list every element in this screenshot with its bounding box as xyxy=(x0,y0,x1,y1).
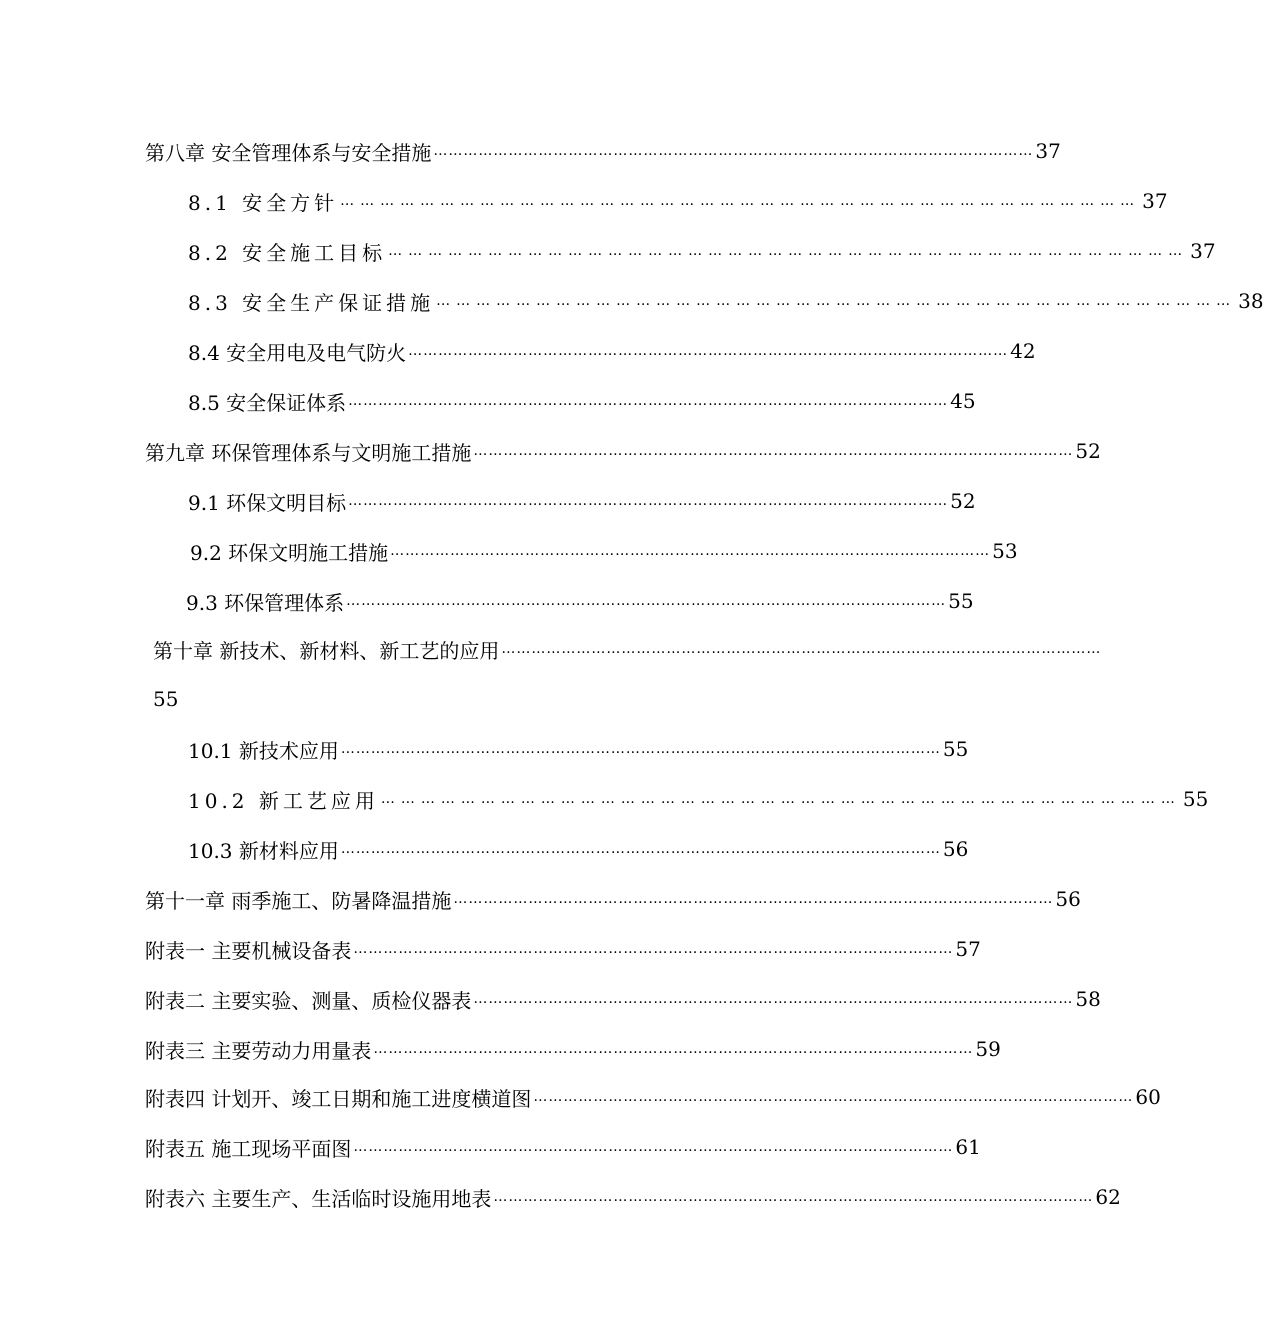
toc-entry-title: 8.3 安全生产保证措施 xyxy=(188,290,435,315)
toc-page-number: 62 xyxy=(1095,1185,1121,1209)
toc-entry-appendix-3 xyxy=(145,1034,1001,1064)
toc-page-number: 52 xyxy=(950,489,976,513)
toc-entry-8-1 xyxy=(188,186,1168,216)
toc-page-number: 59 xyxy=(975,1037,1001,1061)
toc-entry-title: 10.1 新技术应用 xyxy=(188,738,339,763)
toc-entry-title: 8.2 安全施工目标 xyxy=(188,240,387,265)
toc-entry-title: 8.4 安全用电及电气防火 xyxy=(188,340,407,365)
toc-page-number: 55 xyxy=(1182,787,1209,811)
toc-entry-title: 附表五 施工现场平面图 xyxy=(145,1136,352,1161)
toc-page-number: 58 xyxy=(1075,987,1101,1011)
toc-dot-leader: ………………………………………………………………………………………………………… xyxy=(390,543,991,559)
toc-page-number-wrapped: 55 xyxy=(153,687,179,711)
toc-dot-leader: ………………………………………………………………………………………………………… xyxy=(373,1041,974,1057)
toc-entry-title: 8.5 安全保证体系 xyxy=(188,390,347,415)
toc-entry-chapter-9 xyxy=(145,436,1101,466)
toc-entry-title: 第十章 新技术、新材料、新工艺的应用 xyxy=(153,638,500,663)
toc-entry-title: 附表二 主要实验、测量、质检仪器表 xyxy=(145,988,472,1013)
toc-dot-leader: ………………………………………………………………………………………………………… xyxy=(380,791,1181,807)
toc-entry-8-2 xyxy=(188,236,1216,266)
toc-entry-title: 附表六 主要生产、生活临时设施用地表 xyxy=(145,1186,492,1211)
toc-page-number: 56 xyxy=(942,837,969,861)
toc-entry-8-3 xyxy=(188,286,1264,316)
toc-entry-appendix-6 xyxy=(145,1182,1121,1212)
toc-entry-title: 9.2 环保文明施工措施 xyxy=(190,540,389,565)
toc-entry-appendix-5 xyxy=(145,1132,981,1162)
toc-dot-leader: ………………………………………………………………………………………………………… xyxy=(473,991,1074,1007)
toc-dot-leader: ………………………………………………………………………………………………………… xyxy=(388,243,1189,259)
toc-entry-title: 附表三 主要劳动力用量表 xyxy=(145,1038,372,1063)
toc-page-number: 56 xyxy=(1055,887,1081,911)
toc-page-number: 55 xyxy=(942,737,969,761)
toc-dot-leader: ………………………………………………………………………………………………………… xyxy=(408,343,1009,359)
toc-dot-leader: ………………………………………………………………………………………………………… xyxy=(436,293,1237,309)
toc-entry-title: 第十一章 雨季施工、防暑降温措施 xyxy=(145,888,452,913)
toc-dot-leader: ………………………………………………………………………………………………………… xyxy=(353,941,954,957)
toc-dot-leader: ………………………………………………………………………………………………………… xyxy=(340,741,941,757)
toc-entry-title: 附表四 计划开、竣工日期和施工进度横道图 xyxy=(145,1086,532,1111)
toc-entry-chapter-8 xyxy=(145,136,1061,166)
toc-entry-9-3 xyxy=(186,586,974,616)
toc-page-number: 37 xyxy=(1035,139,1061,163)
toc-entry-appendix-2 xyxy=(145,984,1101,1014)
toc-entry-10-3 xyxy=(188,834,969,864)
toc-dot-leader: ………………………………………………………………………………………………………… xyxy=(493,1189,1094,1205)
toc-entry-9-1 xyxy=(188,486,976,516)
toc-dot-leader: ………………………………………………………………………………………………………… xyxy=(353,1139,954,1155)
toc-dot-leader: ………………………………………………………………………………………………………… xyxy=(473,443,1074,459)
toc-page-number: 45 xyxy=(950,389,976,413)
toc-entry-title: 第九章 环保管理体系与文明施工措施 xyxy=(145,440,472,465)
toc-page-number: 57 xyxy=(955,937,981,961)
toc-entry-title: 10.2 新工艺应用 xyxy=(188,788,379,813)
toc-entry-appendix-4 xyxy=(145,1082,1161,1112)
toc-dot-leader: ………………………………………………………………………………………………………… xyxy=(340,193,1141,209)
toc-page-number: 52 xyxy=(1075,439,1101,463)
toc-entry-9-2 xyxy=(190,536,1018,566)
toc-dot-leader: ………………………………………………………………………………………………………… xyxy=(501,641,1102,657)
toc-dot-leader: ………………………………………………………………………………………………………… xyxy=(433,143,1034,159)
toc-entry-title: 第八章 安全管理体系与安全措施 xyxy=(145,140,432,165)
toc-page-number: 53 xyxy=(992,539,1018,563)
toc-page-number: 42 xyxy=(1010,339,1036,363)
toc-page-number: 60 xyxy=(1135,1085,1161,1109)
toc-dot-leader: ………………………………………………………………………………………………………… xyxy=(340,841,941,857)
toc-entry-title: 附表一 主要机械设备表 xyxy=(145,938,352,963)
toc-entry-chapter-11 xyxy=(145,884,1081,914)
toc-page-number: 38 xyxy=(1238,289,1264,313)
toc-entry-8-4 xyxy=(188,336,1036,366)
toc-entry-title: 9.3 环保管理体系 xyxy=(186,590,345,615)
toc-dot-leader: ………………………………………………………………………………………………………… xyxy=(346,593,947,609)
toc-entry-10-2 xyxy=(188,784,1209,814)
toc-page-number: 37 xyxy=(1190,239,1216,263)
toc-entry-appendix-1 xyxy=(145,934,981,964)
toc-entry-title: 10.3 新材料应用 xyxy=(188,838,339,863)
toc-entry-8-5 xyxy=(188,386,976,416)
toc-entry-10-1 xyxy=(188,734,969,764)
toc-dot-leader: ………………………………………………………………………………………………………… xyxy=(533,1089,1134,1105)
toc-entry-title: 9.1 环保文明目标 xyxy=(188,490,347,515)
toc-dot-leader: ………………………………………………………………………………………………………… xyxy=(453,891,1054,907)
toc-dot-leader: ………………………………………………………………………………………………………… xyxy=(348,493,949,509)
toc-dot-leader: ………………………………………………………………………………………………………… xyxy=(348,393,949,409)
toc-page-number: 61 xyxy=(955,1135,981,1159)
toc-page-number: 55 xyxy=(948,589,974,613)
toc-page-number: 37 xyxy=(1142,189,1168,213)
toc-entry-title: 8.1 安全方针 xyxy=(188,190,339,215)
toc-entry-chapter-10 xyxy=(153,634,1102,664)
